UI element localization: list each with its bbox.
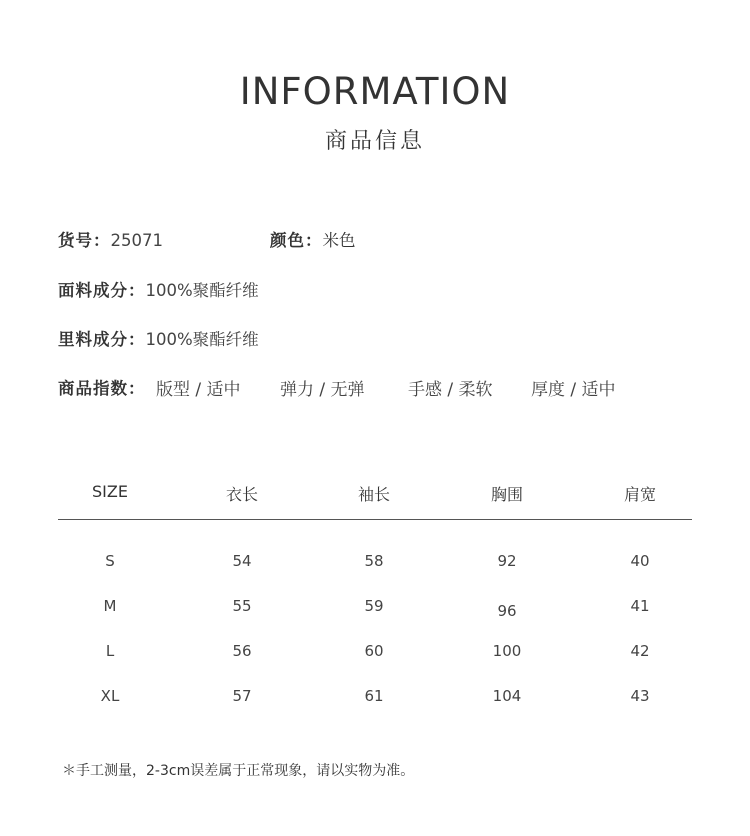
table-cell-sleeve: 59 bbox=[364, 597, 384, 615]
product-index-row bbox=[58, 375, 146, 399]
table-cell-size: S bbox=[105, 552, 115, 570]
table-header-size: SIZE bbox=[92, 482, 128, 501]
index-thickness: 厚度 / 适中 bbox=[531, 380, 616, 400]
color-label: 颜色： bbox=[270, 231, 323, 250]
item-number-row bbox=[58, 227, 163, 251]
fabric-row bbox=[58, 277, 259, 301]
item-number-value: 25071 bbox=[110, 231, 163, 250]
index-feel: 手感 / 柔软 bbox=[408, 380, 493, 400]
fabric-value: 100%聚酯纤维 bbox=[145, 281, 259, 300]
table-cell-length: 55 bbox=[232, 597, 252, 615]
table-header-divider bbox=[58, 519, 692, 520]
index-fit: 版型 / 适中 bbox=[156, 380, 241, 400]
table-cell-sleeve: 58 bbox=[364, 552, 384, 570]
lining-label: 里料成分： bbox=[58, 330, 146, 349]
table-cell-size: M bbox=[103, 597, 117, 615]
table-header-shoulder: 肩宽 bbox=[623, 485, 657, 504]
measurement-note: ＊手工测量，2-3cm误差属于正常现象，请以实物为准。 bbox=[62, 763, 415, 779]
table-header-length: 衣长 bbox=[225, 485, 259, 504]
table-cell-chest: 96 bbox=[497, 602, 517, 620]
fabric-label: 面料成分： bbox=[58, 281, 146, 300]
table-cell-sleeve: 61 bbox=[364, 687, 384, 705]
product-index-label: 商品指数： bbox=[58, 379, 146, 398]
table-cell-shoulder: 43 bbox=[630, 687, 650, 705]
table-cell-shoulder: 40 bbox=[630, 552, 650, 570]
table-cell-chest: 92 bbox=[497, 552, 517, 570]
index-elasticity: 弹力 / 无弹 bbox=[280, 380, 365, 400]
table-cell-chest: 100 bbox=[492, 642, 522, 660]
lining-value: 100%聚酯纤维 bbox=[145, 330, 259, 349]
item-number-label: 货号： bbox=[58, 231, 111, 250]
table-header-chest: 胸围 bbox=[490, 485, 524, 504]
table-cell-length: 57 bbox=[232, 687, 252, 705]
color-value: 米色 bbox=[322, 231, 356, 250]
page-title: INFORMATION bbox=[239, 70, 511, 113]
table-cell-chest: 104 bbox=[492, 687, 522, 705]
table-header-sleeve: 袖长 bbox=[357, 485, 391, 504]
color-row bbox=[270, 227, 356, 251]
table-cell-size: L bbox=[105, 642, 115, 660]
table-cell-length: 56 bbox=[232, 642, 252, 660]
table-cell-shoulder: 41 bbox=[630, 597, 650, 615]
page-subtitle: 商品信息 bbox=[324, 129, 425, 154]
table-cell-size: XL bbox=[100, 687, 120, 705]
table-cell-length: 54 bbox=[232, 552, 252, 570]
lining-row bbox=[58, 326, 259, 350]
table-cell-shoulder: 42 bbox=[630, 642, 650, 660]
table-cell-sleeve: 60 bbox=[364, 642, 384, 660]
